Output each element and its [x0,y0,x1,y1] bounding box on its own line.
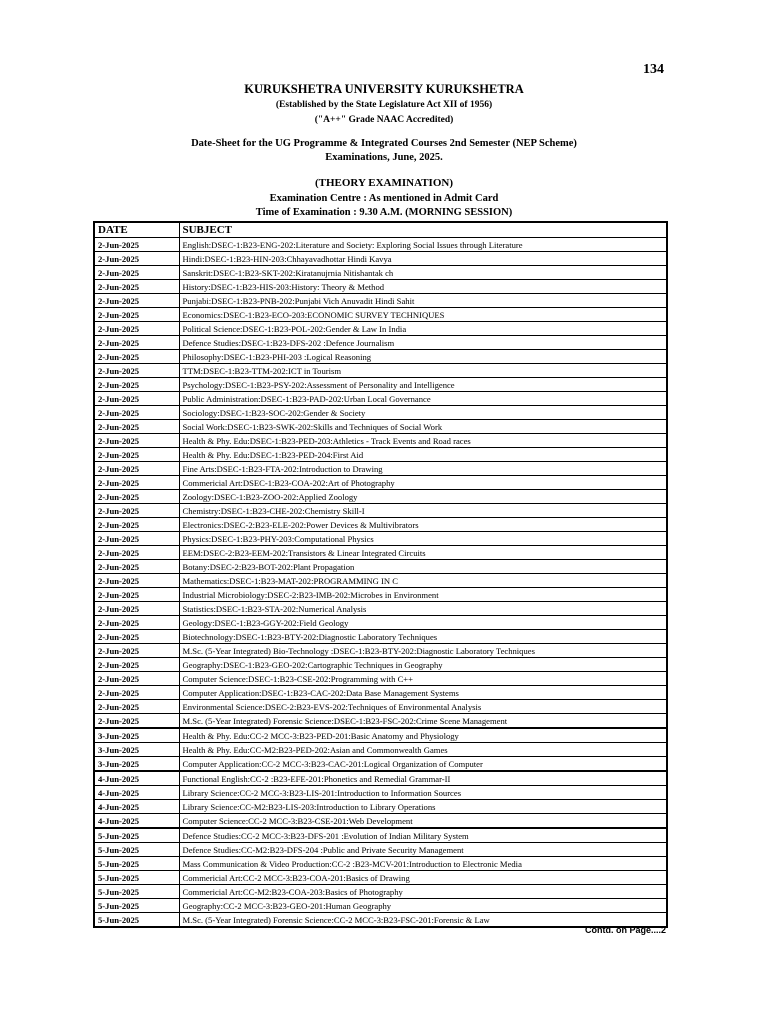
row-subject: Sociology:DSEC-1:B23-SOC-202:Gender & Society [179,406,667,420]
row-subject: M.Sc. (5-Year Integrated) Forensic Science:DSEC-1:B23-FSC-202:Crime Scene Management [179,714,667,729]
row-subject: Computer Application:CC-2 MCC-3:B23-CAC-201:Logical Organization of Computer [179,757,667,772]
row-subject: Health & Phy. Edu:CC-M2:B23-PED-202:Asian and Commonwealth Games [179,743,667,757]
row-date: 2-Jun-2025 [94,392,179,406]
row-date: 2-Jun-2025 [94,672,179,686]
table-row [94,771,667,786]
table-row [94,406,667,420]
page-number: 134 [643,62,664,77]
table-row [94,238,667,252]
row-date: 2-Jun-2025 [94,546,179,560]
row-date: 3-Jun-2025 [94,743,179,757]
table-row [94,871,667,885]
row-date: 2-Jun-2025 [94,532,179,546]
table-row [94,434,667,448]
row-subject: Psychology:DSEC-1:B23-PSY-202:Assessment of Personality and Intelligence [179,378,667,392]
row-subject: Commericial Art:CC-M2:B23-COA-203:Basics of Photography [179,885,667,899]
table-row [94,518,667,532]
row-date: 2-Jun-2025 [94,308,179,322]
row-subject: Hindi:DSEC-1:B23-HIN-203:Chhayavadhottar Hindi Kavya [179,252,667,266]
table-row [94,532,667,546]
table-row [94,504,667,518]
table-row [94,350,667,364]
row-subject: Fine Arts:DSEC-1:B23-FTA-202:Introduction to Drawing [179,462,667,476]
row-subject: M.Sc. (5-Year Integrated) Bio-Technology :DSEC-1:B23-BTY-202:Diagnostic Laboratory Techniques [179,644,667,658]
row-date: 2-Jun-2025 [94,644,179,658]
row-subject: Defence Studies:DSEC-1:B23-DFS-202 :Defence Journalism [179,336,667,350]
datesheet-title-line2: Examinations, June, 2025. [325,152,443,163]
row-subject: Mass Communication & Video Production:CC-2 :B23-MCV-201:Introduction to Electronic Media [179,857,667,871]
row-subject: Geography:CC-2 MCC-3:B23-GEO-201:Human Geography [179,899,667,913]
table-row [94,448,667,462]
row-subject: Philosophy:DSEC-1:B23-PHI-203 :Logical Reasoning [179,350,667,364]
row-date: 2-Jun-2025 [94,602,179,616]
row-subject: Health & Phy. Edu:CC-2 MCC-3:B23-PED-201:Basic Anatomy and Physiology [179,728,667,743]
row-date: 2-Jun-2025 [94,714,179,729]
row-date: 2-Jun-2025 [94,336,179,350]
row-subject: TTM:DSEC-1:B23-TTM-202:ICT in Tourism [179,364,667,378]
table-row [94,658,667,672]
table-row [94,686,667,700]
table-row [94,602,667,616]
table-row [94,630,667,644]
row-date: 4-Jun-2025 [94,771,179,786]
row-date: 2-Jun-2025 [94,434,179,448]
row-subject: Political Science:DSEC-1:B23-POL-202:Gender & Law In India [179,322,667,336]
row-date: 2-Jun-2025 [94,448,179,462]
row-subject: Punjabi:DSEC-1:B23-PNB-202:Punjabi Vich Anuvadit Hindi Sahit [179,294,667,308]
row-date: 2-Jun-2025 [94,294,179,308]
date-column-header: DATE [94,222,179,238]
row-subject: M.Sc. (5-Year Integrated) Forensic Science:CC-2 MCC-3:B23-FSC-201:Forensic & Law [179,913,667,928]
row-date: 2-Jun-2025 [94,406,179,420]
row-subject: Physics:DSEC-1:B23-PHY-203:Computational Physics [179,532,667,546]
row-date: 5-Jun-2025 [94,885,179,899]
table-row [94,843,667,857]
row-date: 2-Jun-2025 [94,560,179,574]
row-subject: Health & Phy. Edu:DSEC-1:B23-PED-204:First Aid [179,448,667,462]
row-date: 5-Jun-2025 [94,843,179,857]
row-subject: Biotechnology:DSEC-1:B23-BTY-202:Diagnostic Laboratory Techniques [179,630,667,644]
exam-type: (THEORY EXAMINATION) [314,177,454,189]
table-row [94,828,667,843]
table-row [94,574,667,588]
table-row [94,490,667,504]
table-row [94,616,667,630]
row-subject: Environmental Science:DSEC-2:B23-EVS-202:Techniques of Environmental Analysis [179,700,667,714]
table-row [94,364,667,378]
row-subject: Sanskrit:DSEC-1:B23-SKT-202:Kiratanujrnia Nitishantak ch [179,266,667,280]
row-date: 2-Jun-2025 [94,574,179,588]
table-row [94,814,667,829]
datesheet-title-line1: Date-Sheet for the UG Programme & Integrated Courses 2nd Semester (NEP Scheme) [191,138,577,149]
row-subject: Computer Application:DSEC-1:B23-CAC-202:Data Base Management Systems [179,686,667,700]
table-row [94,728,667,743]
row-date: 5-Jun-2025 [94,899,179,913]
table-row [94,588,667,602]
row-subject: History:DSEC-1:B23-HIS-203:History: Theory & Method [179,280,667,294]
table-row [94,672,667,686]
table-row [94,899,667,913]
table-row [94,560,667,574]
row-date: 2-Jun-2025 [94,686,179,700]
row-date: 3-Jun-2025 [94,728,179,743]
row-date: 2-Jun-2025 [94,350,179,364]
row-date: 2-Jun-2025 [94,518,179,532]
row-subject: English:DSEC-1:B23-ENG-202:Literature and Society: Exploring Social Issues through Literature [179,238,667,252]
continued-note: Contd. on Page....2 [584,925,666,935]
row-subject: Geography:DSEC-1:B23-GEO-202:Cartographic Techniques in Geography [179,658,667,672]
row-subject: Library Science:CC-M2:B23-LIS-203:Introduction to Library Operations [179,800,667,814]
table-row [94,294,667,308]
table-row [94,322,667,336]
row-subject: Industrial Microbiology:DSEC-2:B23-IMB-202:Microbes in Environment [179,588,667,602]
datesheet-table [93,221,668,928]
exam-centre: Examination Centre : As mentioned in Admit Card [269,193,499,204]
establishment-note: (Established by the State Legislature Act XII of 1956) [275,100,493,110]
table-row [94,266,667,280]
table-row [94,743,667,757]
row-subject: Zoology:DSEC-1:B23-ZOO-202:Applied Zoology [179,490,667,504]
row-date: 2-Jun-2025 [94,280,179,294]
row-subject: Social Work:DSEC-1:B23-SWK-202:Skills and Techniques of Social Work [179,420,667,434]
table-row [94,546,667,560]
table-row [94,714,667,729]
row-date: 3-Jun-2025 [94,757,179,772]
exam-time: Time of Examination : 9.30 A.M. (MORNING SESSION) [255,207,513,218]
row-date: 5-Jun-2025 [94,871,179,885]
table-row [94,462,667,476]
row-date: 5-Jun-2025 [94,857,179,871]
row-date: 2-Jun-2025 [94,630,179,644]
row-date: 2-Jun-2025 [94,238,179,252]
row-date: 2-Jun-2025 [94,364,179,378]
table-row [94,700,667,714]
row-subject: Defence Studies:CC-2 MCC-3:B23-DFS-201 :Evolution of Indian Military System [179,828,667,843]
row-date: 2-Jun-2025 [94,490,179,504]
row-date: 5-Jun-2025 [94,913,179,928]
row-subject: Economics:DSEC-1:B23-ECO-203:ECONOMIC SURVEY TECHNIQUES [179,308,667,322]
row-subject: Library Science:CC-2 MCC-3:B23-LIS-201:Introduction to Information Sources [179,786,667,800]
table-row [94,476,667,490]
row-subject: Mathematics:DSEC-1:B23-MAT-202:PROGRAMMING IN C [179,574,667,588]
table-row [94,308,667,322]
row-date: 4-Jun-2025 [94,800,179,814]
row-subject: Chemistry:DSEC-1:B23-CHE-202:Chemistry Skill-I [179,504,667,518]
table-row [94,757,667,772]
row-date: 4-Jun-2025 [94,786,179,800]
row-subject: Statistics:DSEC-1:B23-STA-202:Numerical Analysis [179,602,667,616]
naac-grade-note: ("A++" Grade NAAC Accredited) [314,115,454,125]
row-date: 2-Jun-2025 [94,476,179,490]
row-date: 2-Jun-2025 [94,266,179,280]
row-subject: Electronics:DSEC-2:B23-ELE-202:Power Devices & Multivibrators [179,518,667,532]
row-subject: Defence Studies:CC-M2:B23-DFS-204 :Public and Private Security Management [179,843,667,857]
table-row [94,378,667,392]
row-subject: Commericial Art:DSEC-1:B23-COA-202:Art of Photography [179,476,667,490]
row-date: 5-Jun-2025 [94,828,179,843]
row-date: 4-Jun-2025 [94,814,179,829]
row-date: 2-Jun-2025 [94,658,179,672]
row-date: 2-Jun-2025 [94,588,179,602]
university-name: KURUKSHETRA UNIVERSITY KURUKSHETRA [244,82,524,96]
row-subject: Computer Science:CC-2 MCC-3:B23-CSE-201:Web Development [179,814,667,829]
row-subject: Geology:DSEC-1:B23-GGY-202:Field Geology [179,616,667,630]
row-date: 2-Jun-2025 [94,252,179,266]
table-row [94,786,667,800]
table-header-row [94,222,667,238]
table-row [94,800,667,814]
row-date: 2-Jun-2025 [94,420,179,434]
row-subject: Computer Science:DSEC-1:B23-CSE-202:Programming with C++ [179,672,667,686]
table-row [94,252,667,266]
table-row [94,644,667,658]
table-row [94,280,667,294]
row-date: 2-Jun-2025 [94,504,179,518]
table-row [94,857,667,871]
table-row [94,392,667,406]
row-subject: EEM:DSEC-2:B23-EEM-202:Transistors & Linear Integrated Circuits [179,546,667,560]
row-date: 2-Jun-2025 [94,378,179,392]
row-date: 2-Jun-2025 [94,700,179,714]
table-row [94,336,667,350]
subject-column-header: SUBJECT [179,222,667,238]
row-subject: Botany:DSEC-2:B23-BOT-202:Plant Propagation [179,560,667,574]
row-date: 2-Jun-2025 [94,322,179,336]
row-subject: Public Administration:DSEC-1:B23-PAD-202:Urban Local Governance [179,392,667,406]
row-subject: Functional English:CC-2 :B23-EFE-201:Phonetics and Remedial Grammar-II [179,771,667,786]
row-date: 2-Jun-2025 [94,616,179,630]
table-row [94,885,667,899]
row-subject: Health & Phy. Edu:DSEC-1:B23-PED-203:Athletics - Track Events and Road races [179,434,667,448]
row-subject: Commericial Art:CC-2 MCC-3:B23-COA-201:Basics of Drawing [179,871,667,885]
table-body [94,238,667,928]
row-date: 2-Jun-2025 [94,462,179,476]
table-row [94,420,667,434]
